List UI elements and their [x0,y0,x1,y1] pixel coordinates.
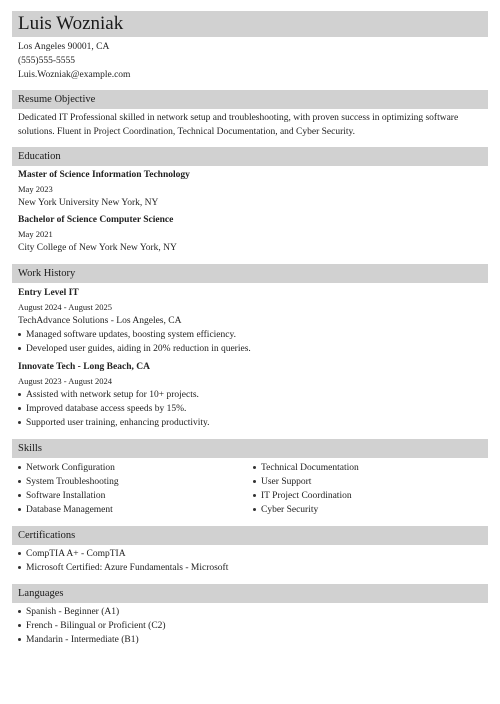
phone: (555)555-5555 [18,56,75,66]
languages-header [12,584,488,603]
bullet-icon [18,638,21,641]
list-item: IT Project Coordination [253,489,359,503]
bullet-icon [18,508,21,511]
list-item: Managed software updates, boosting system efficiency. [18,328,480,342]
skills-header [12,439,488,458]
list-item: Assisted with network setup for 10+ projects. [18,388,480,402]
bullet-icon [18,333,21,336]
list-item: Spanish - Beginner (A1) [18,605,480,619]
contact-info [18,40,130,82]
list-item: Database Management [18,503,119,517]
education-date: May 2021 [18,229,53,239]
bullet-icon [18,624,21,627]
job-item [18,360,480,430]
objective-text: Dedicated IT Professional skilled in network setup and troubleshooting, with proven success in optimizing software solutions. Fluent in Project Coordination, Technical Documentation, and Cyber Security. [18,113,459,137]
name-header [12,11,488,37]
list-item: CompTIA A+ - CompTIA [18,547,480,561]
list-item: Mandarin - Intermediate (B1) [18,633,480,647]
bullet-icon [253,508,256,511]
job-company: TechAdvance Solutions - Los Angeles, CA [18,316,182,326]
list-item: System Troubleshooting [18,475,119,489]
list-item: User Support [253,475,359,489]
bullet-icon [18,466,21,469]
list-item: Supported user training, enhancing productivity. [18,416,480,430]
education-date: May 2023 [18,184,53,194]
objective-title: Resume Objective [18,94,96,105]
skills-title: Skills [18,443,42,454]
certifications-list [18,547,480,575]
bullet-icon [18,566,21,569]
work-title: Work History [18,268,76,279]
objective-header [12,90,488,109]
job-date: August 2023 - August 2024 [18,376,112,386]
list-item: Technical Documentation [253,461,359,475]
bullet-icon [18,393,21,396]
languages-title: Languages [18,588,64,599]
languages-list [18,605,480,647]
certifications-title: Certifications [18,530,76,541]
bullet-icon [18,407,21,410]
degree: Master of Science Information Technology [18,170,190,180]
education-item [18,168,480,210]
job-bullets [18,388,480,430]
job-role: Entry Level IT [18,288,79,298]
bullet-icon [253,494,256,497]
education-title: Education [18,151,61,162]
bullet-icon [18,347,21,350]
school: New York University New York, NY [18,198,159,208]
bullet-icon [18,480,21,483]
job-date: August 2024 - August 2025 [18,302,112,312]
education-item [18,213,480,255]
list-item: Cyber Security [253,503,359,517]
list-item: Microsoft Certified: Azure Fundamentals - Microsoft [18,561,480,575]
candidate-name: Luis Wozniak [18,13,124,34]
bullet-icon [18,494,21,497]
list-item: Software Installation [18,489,119,503]
list-item: French - Bilingual or Proficient (C2) [18,619,480,633]
address: Los Angeles 90001, CA [18,42,110,52]
bullet-icon [253,480,256,483]
work-header [12,264,488,283]
list-item: Improved database access speeds by 15%. [18,402,480,416]
degree: Bachelor of Science Computer Science [18,215,174,225]
list-item: Network Configuration [18,461,119,475]
bullet-icon [253,466,256,469]
email: Luis.Wozniak@example.com [18,70,131,80]
job-role: Innovate Tech - Long Beach, CA [18,362,150,372]
education-header [12,147,488,166]
bullet-icon [18,421,21,424]
job-bullets [18,328,480,356]
school: City College of New York New York, NY [18,243,177,253]
skills-left-column [18,461,119,517]
bullet-icon [18,610,21,613]
job-item [18,286,480,356]
bullet-icon [18,552,21,555]
list-item: Developed user guides, aiding in 20% reduction in queries. [18,342,480,356]
certifications-header [12,526,488,545]
skills-right-column [253,461,359,517]
